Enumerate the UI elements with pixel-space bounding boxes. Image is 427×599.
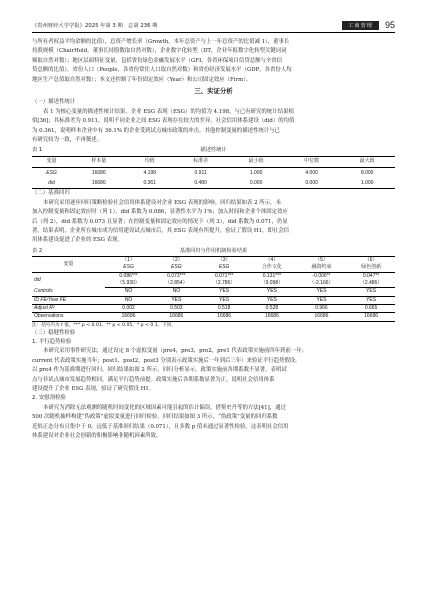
table-cell: （9.098） [248,280,296,288]
table-row [32,304,395,312]
text-line: 近似正态分布且集中于 0，远低于基准回归结果（0.071），且多数 p 值未通过显著性检验，这表明社会信用 [32,423,289,430]
table-cell: YES [200,288,248,296]
column-number: （6） [364,257,378,264]
table-cell: YES [248,288,296,296]
table-cell: 8.000 [360,169,374,176]
column-header: 绿色创新 [347,264,395,272]
column-header: 最小值 [228,156,284,167]
text-line: 与所有者权益平均余额的比值），总资产增长率（Growth，本年总资产与上一年总资产的比值减 1），董事长 [32,39,290,45]
table-cell: 4.198 [143,169,156,176]
table-cell: 0.002 [105,304,153,312]
table-cell: 0.665 [347,304,395,312]
text-line: 表 1 为核心变量的描述性统计结果，企业 ESG 表现（ESG）的均值为 4.198，与已有研究的统计结果相 [43,108,294,115]
table-row [32,272,395,280]
table-cell: 1.000 [360,179,374,186]
row-label: Observations [34,313,64,320]
table-cell: 0.361 [143,179,156,186]
text-line: 以 pre4 作为基准期进行回归，回归结果如图 2 所示。回归分析显示，政策实施前各期系数不显著，表明试 [32,367,287,374]
table-cell: （-2.166） [296,280,347,288]
table-cell: 16686 [91,169,106,176]
text-line: 加入控制变量和固定效应时（列 1），did 系数为 0.086，显著性水平为 1%；加入时间和企业个体固定效应 [32,209,288,216]
column-header: 标准差 [173,156,229,167]
row-label: Controls [32,288,105,296]
text-line: 后（列 2），did 系数为 0.073 且显著；在控制变量和固定效应的情况下（列 3），did 系数为 0.071，仍显 [32,218,288,225]
table-cell: 16686 [314,313,329,320]
table-cell: 0.131*** [262,272,282,279]
table2-title: 基准回归与作用机制检验结果 [179,247,248,254]
table-cell: 0.000 [305,179,318,186]
table-cell: YES [347,296,395,304]
table-cell: 16686 [264,313,279,320]
table2-caption [32,247,395,256]
text-line: 持股规模（ChairHold，董事长持股数取自然对数），企业数字化转型（DT，企业年报数字化转型关键词词 [32,48,287,55]
row-label: ID FE/Year FE [32,296,105,304]
subsection-heading: （二）基准回归 [32,190,70,197]
table-cell: YES [296,288,347,296]
text-line: 著。结果表明，企业所在城市成为信用建设试点城市后，其 ESG 表现有所提升，验证了假设 H1，即社会信 [32,227,290,234]
table-cell: 16686 [364,313,379,320]
column-number: （1） [122,257,135,264]
table-cell: YES [347,288,395,296]
table1-label: 表 1 [32,147,43,154]
table-cell: 16686 [121,313,136,320]
page-number: 95 [384,20,395,30]
table-cell: did [48,179,55,186]
descriptive-paragraph [32,108,395,146]
subsection-heading: （一）描述性统计 [32,99,76,106]
table-header-row [32,156,395,167]
text-line: 频取自然对数）；地区层面特征变量，包括省份绿色金融发展水平（GFI，各省环保项目信贷总额与全省信 [32,57,283,64]
table-cell: 0.966 [296,304,347,312]
table-cell: 0.047** [362,272,380,279]
table-row [32,313,395,321]
table-row [32,178,395,189]
table-cell: YES [152,296,200,304]
table-cell: 0.518 [200,304,248,312]
table-cell: 0.071*** [214,272,234,279]
header-right [342,20,395,30]
table-cell: YES [248,296,296,304]
column-header: 均值 [127,156,173,167]
table-cell: 0.480 [194,179,207,186]
table-cell: NO [152,288,200,296]
table-cell: （2.786） [200,280,248,288]
table-cell: （2.854） [152,280,200,288]
text-line: 点与非试点城市发展趋势相同，满足平行趋势前提。政策实施后各期系数显著为正，说明社会信用体系 [32,376,275,383]
table-row [32,296,395,304]
section-heading: 三、实证分析 [194,87,233,96]
text-line: 本研究采用逐步回归策略检验社会信用体系建设对企业 ESG 表现的影响。回归结果如表 2 所示，未 [43,199,281,206]
column-number: （4） [265,257,279,264]
table-cell: 0.073*** [167,272,186,279]
table-cell: （5.930） [105,280,153,288]
page-header [32,18,395,33]
table-cell: 0.911 [194,169,207,176]
journal-title: 《贵州财经大学学报》2025 年第 3 期 总第 236 期 [32,23,158,29]
table-cell: 0.528 [248,304,296,312]
column-number: （5） [315,257,328,264]
row-label: Adjust R² [32,304,105,312]
table-row [32,288,395,296]
table-cell: （2.486） [347,280,395,288]
column-header: 中位数 [284,156,340,167]
table-cell: ESG [46,169,57,176]
column-header: ESG [105,264,153,272]
table-cell: 1.000 [249,169,263,176]
text-line: 贷总额的比值），省份人口（People，各省份常住人口取自然对数）和省份经济发展水平（GDP，各省份人均 [32,67,292,74]
column-number: （2） [169,257,183,264]
intro-paragraph [32,38,395,85]
table2-label: 表 2 [32,247,43,254]
column-number: （3） [217,257,231,264]
page-content [32,38,395,581]
item-heading: 2. 安慰剂检验 [32,395,66,402]
column-header: 变量 [32,257,105,273]
column-header: ESG [152,264,200,272]
table-cell: 0.503 [152,304,200,312]
column-header: 样本量 [71,156,127,167]
text-line: 建设提升了企业 ESG 表现，验证了研究假设 H1。 [32,385,155,392]
subsection-heading: （三）稳健性检验 [32,329,76,336]
text-line: 有研究较为一致，不再赘述。 [32,137,103,144]
table-cell: YES [200,296,248,304]
text-line: current 代表政策实施当年；post1，post2，post3 分别表示政策实施后一年到后三年）来验证平行趋势假设。 [32,357,301,364]
table-cell: 16686 [169,313,184,320]
table-cell: 0.000 [249,179,263,186]
table-cell: 4.000 [305,169,318,176]
table-cell: NO [105,296,153,304]
table-cell: YES [296,296,347,304]
column-header: 融资约束 [296,264,347,272]
table-cell: NO [105,288,153,296]
text-line: 地区生产总值取自然对数）；本文还控制了年份固定效应（Year）和公司固定效应（Firm）。 [32,76,252,83]
column-header: 合作文化 [248,264,296,272]
section-tag: 工商管理 [342,21,379,30]
table-note: 注：括号内为 t 值，*** p < 0.01，** p < 0.05，* p < 0.1，下同。 [32,322,177,328]
column-header: 最大值 [339,156,395,167]
parallel-trend-paragraph [32,347,395,394]
table-cell: -0.006** [312,272,331,279]
row-label: did [34,276,41,283]
column-header: 变量 [32,156,71,167]
text-line: 500 次随机抽样构建“伪政策”虚拟变量进行回归检验。回归结果如图 3 所示，“伪政策”变量的回归系数 [32,414,278,421]
text-line: 似[36]；其标准差为 0.911，说明不同企业之间 ESG 表现存在较大的差异。社会信用体系建设（did）的均值 [32,118,295,125]
table-header-row [32,257,395,265]
text-line: 本研究为消除无法观测的随机时间变化的区域因素可能引起的估计偏误。借鉴史丹等的方法[41]，通过 [43,404,286,411]
table-row [32,168,395,179]
table-cell: 16686 [91,179,106,186]
text-line: 体系建设对企业社会创新的积极影响非随机因素所致。 [32,432,162,439]
descriptive-stats-table [32,156,395,189]
item-heading: 1. 平行趋势检验 [32,338,72,345]
table1-title: 描述性统计 [200,147,227,154]
table-cell: 0.086*** [119,272,138,279]
column-header: ESG [200,264,248,272]
text-line: 本研究采用事件研究法，通过设定 8 个虚拟变量（pre4，pre3，pre2，pre1 代表政策实施前四年到前一年； [43,348,308,355]
table-cell: 16686 [217,313,232,320]
placebo-paragraph [32,404,395,442]
baseline-paragraph [32,199,395,246]
regression-table [32,256,395,321]
text-line: 用体系建设促进了企业的 ESG 表现。 [32,237,123,244]
table1-caption [32,146,395,155]
text-line: 为 0.361，说明样本企业中有 36.1% 的企业受到试点城市政策的冲击。其他控制变量的描述性统计与已 [32,127,280,134]
